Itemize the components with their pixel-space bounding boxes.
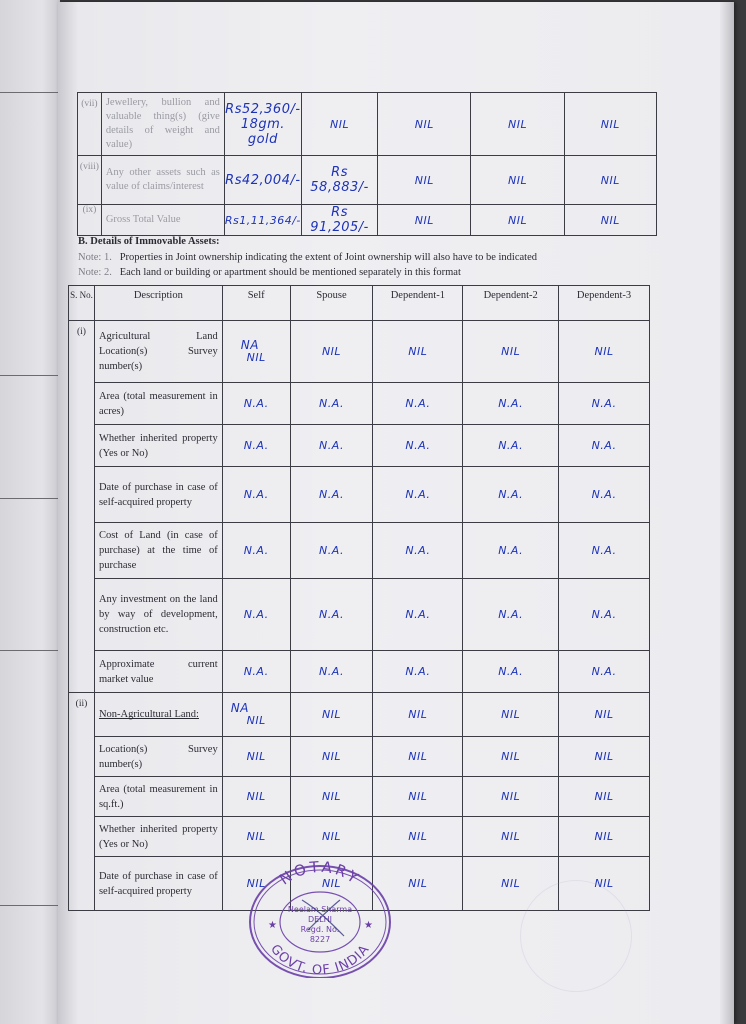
cell-dependent-2: NIL <box>463 737 559 777</box>
cell-spouse: NIL <box>290 817 373 857</box>
cell-dependent-3: N.A. <box>559 579 650 651</box>
row-description: Gross Total Value <box>101 205 224 236</box>
cell-dependent-3: N.A. <box>559 425 650 467</box>
cell-dependent-1: NIL <box>373 777 463 817</box>
cell-dependent-2: N.A. <box>463 425 559 467</box>
cell-spouse: Rs 58,883/- <box>301 156 377 205</box>
cell-self: NIL <box>222 817 290 857</box>
cell-dependent-3: N.A. <box>559 523 650 579</box>
cell-spouse: Rs 91,205/- <box>301 205 377 236</box>
note-text: Properties in Joint ownership indicating the extent of Joint ownership will also have to be indicated <box>119 251 537 263</box>
cell-dependent-2: NIL <box>463 321 559 383</box>
cell-dependent-2: N.A. <box>463 579 559 651</box>
cell-self <box>222 321 290 383</box>
cell-dependent-2: N.A. <box>463 467 559 523</box>
immovable-assets-notes <box>78 234 638 281</box>
notary-seal-stamp <box>248 860 392 978</box>
cell-self: Rs42,004/- <box>224 156 301 205</box>
cell-dependent-1: N.A. <box>373 383 463 425</box>
page-fold-shadow <box>720 2 734 1024</box>
table-row <box>69 467 650 523</box>
row-description: Date of purchase in case of self-acquired property <box>94 467 222 523</box>
cell-dependent-2: NIL <box>463 817 559 857</box>
cell-self: Rs52,360/- 18gm. gold <box>224 93 301 156</box>
cell-self: N.A. <box>222 523 290 579</box>
row-description: Any investment on the land by way of development, construction etc. <box>94 579 222 651</box>
row-description: Cost of Land (in case of purchase) at the time of purchase <box>94 523 222 579</box>
cell-dependent-2: NIL <box>463 857 559 911</box>
table-header-row <box>69 286 650 321</box>
header-self: Self <box>222 286 290 321</box>
row-number: (vii) <box>78 93 102 156</box>
header-description: Description <box>94 286 222 321</box>
cell-spouse: N.A. <box>290 579 373 651</box>
cell-dependent-3: NIL <box>559 737 650 777</box>
row-description: Agricultural Land Location(s) Survey number(s) <box>94 321 222 383</box>
cell-dependent-1: NIL <box>378 205 471 236</box>
table-row <box>69 383 650 425</box>
cell-dependent-1: N.A. <box>373 651 463 693</box>
row-description: Area (total measurement in sq.ft.) <box>94 777 222 817</box>
row-description: Approximate current market value <box>94 651 222 693</box>
cell-self: N.A. <box>222 383 290 425</box>
cell-dependent-3: NIL <box>564 156 656 205</box>
cell-value: NIL <box>246 714 266 727</box>
row-description: Whether inherited property (Yes or No) <box>94 817 222 857</box>
row-description: Location(s) Survey number(s) <box>94 737 222 777</box>
table-row <box>69 321 650 383</box>
row-description: Non-Agricultural Land: <box>94 693 222 737</box>
cell-dependent-2: N.A. <box>463 651 559 693</box>
table-row <box>69 425 650 467</box>
left-page-edge <box>0 0 60 1024</box>
row-number: (ii) <box>69 693 95 911</box>
table-row <box>78 205 657 236</box>
cell-dependent-1: NIL <box>373 321 463 383</box>
table-row <box>69 651 650 693</box>
seal-name: Neelam Sharma <box>287 905 353 914</box>
cell-dependent-2: N.A. <box>463 523 559 579</box>
cell-self: N.A. <box>222 579 290 651</box>
cell-spouse: NIL <box>290 857 373 911</box>
cell-spouse: NIL <box>290 777 373 817</box>
table-row <box>69 737 650 777</box>
table-row <box>69 693 650 737</box>
seal-bottom-text: GOVT. OF INDIA <box>267 941 373 978</box>
cell-spouse: NIL <box>290 693 373 737</box>
row-number: (i) <box>69 321 95 693</box>
cell-dependent-1: N.A. <box>373 523 463 579</box>
cell-self: NIL <box>222 857 290 911</box>
cell-spouse: N.A. <box>290 651 373 693</box>
cell-spouse: N.A. <box>290 425 373 467</box>
cell-dependent-1: NIL <box>373 737 463 777</box>
row-number: (viii) <box>78 156 102 205</box>
cell-self <box>222 693 290 737</box>
row-description: Any other assets such as value of claims/interest <box>101 156 224 205</box>
cell-self: Rs1,11,364/- <box>224 205 301 236</box>
note-label: Note: 2. <box>78 267 112 278</box>
header-dependent-2: Dependent-2 <box>463 286 559 321</box>
seal-place: DELHI <box>307 915 333 924</box>
cell-self: N.A. <box>222 467 290 523</box>
cell-dependent-1: NIL <box>378 93 471 156</box>
cell-dependent-3: N.A. <box>559 651 650 693</box>
section-heading: B. Details of Immovable Assets: <box>78 236 220 247</box>
cell-dependent-3: NIL <box>564 205 656 236</box>
seal-reg-number: 8227 <box>309 935 331 944</box>
cell-dependent-1: N.A. <box>373 579 463 651</box>
cell-dependent-1: NIL <box>373 693 463 737</box>
cell-spouse: NIL <box>290 321 373 383</box>
table-row <box>78 93 657 156</box>
table-row <box>69 777 650 817</box>
cell-dependent-2: NIL <box>463 693 559 737</box>
cell-spouse: N.A. <box>290 467 373 523</box>
na-annotation: NA <box>240 338 259 352</box>
cell-dependent-3: NIL <box>559 857 650 911</box>
cell-dependent-1: NIL <box>378 156 471 205</box>
faint-stamp-impression <box>520 880 632 992</box>
cell-dependent-1: NIL <box>373 857 463 911</box>
table-row <box>69 523 650 579</box>
immovable-assets-table <box>68 285 650 911</box>
row-description: Date of purchase in case of self-acquired property <box>94 857 222 911</box>
row-number: (ix) <box>78 205 102 236</box>
cell-dependent-1: N.A. <box>373 467 463 523</box>
cell-spouse: N.A. <box>290 523 373 579</box>
movable-assets-continued-table <box>77 92 657 236</box>
seal-star-right: ★ <box>364 920 373 931</box>
header-dependent-1: Dependent-1 <box>373 286 463 321</box>
cell-dependent-2: N.A. <box>463 383 559 425</box>
cell-dependent-1: N.A. <box>373 425 463 467</box>
row-description: Area (total measurement in acres) <box>94 383 222 425</box>
cell-value: NIL <box>246 351 266 364</box>
cell-self: N.A. <box>222 651 290 693</box>
note-label: Note: 1. <box>78 251 112 263</box>
seal-top-text: NOTARY <box>276 860 364 889</box>
cell-dependent-3: NIL <box>564 93 656 156</box>
table-row <box>78 156 657 205</box>
cell-spouse: NIL <box>290 737 373 777</box>
table-row <box>69 817 650 857</box>
cell-dependent-3: NIL <box>559 693 650 737</box>
row-description: Whether inherited property (Yes or No) <box>94 425 222 467</box>
cell-dependent-3: NIL <box>559 777 650 817</box>
seal-star-left: ★ <box>268 920 277 931</box>
cell-dependent-2: NIL <box>463 777 559 817</box>
cell-self: NIL <box>222 777 290 817</box>
cell-spouse: N.A. <box>290 383 373 425</box>
cell-dependent-2: NIL <box>471 93 564 156</box>
note-2 <box>78 265 638 281</box>
cell-dependent-2: NIL <box>471 205 564 236</box>
row-description: Jewellery, bullion and valuable thing(s) (give details of weight and value) <box>101 93 224 156</box>
cell-self: N.A. <box>222 425 290 467</box>
seal-reg-label: Regd. No. <box>300 925 340 934</box>
note-1 <box>78 250 638 266</box>
cell-dependent-1: NIL <box>373 817 463 857</box>
table-row <box>69 579 650 651</box>
header-dependent-3: Dependent-3 <box>559 286 650 321</box>
cell-dependent-3: NIL <box>559 321 650 383</box>
cell-dependent-2: NIL <box>471 156 564 205</box>
cell-spouse: NIL <box>301 93 377 156</box>
cell-self: NIL <box>222 737 290 777</box>
cell-dependent-3: N.A. <box>559 467 650 523</box>
cell-dependent-3: N.A. <box>559 383 650 425</box>
header-spouse: Spouse <box>290 286 373 321</box>
cell-dependent-3: NIL <box>559 817 650 857</box>
header-sno: S. No. <box>69 286 95 321</box>
note-text: Each land or building or apartment should be mentioned separately in this format <box>119 267 461 278</box>
na-annotation: NA <box>230 701 249 715</box>
